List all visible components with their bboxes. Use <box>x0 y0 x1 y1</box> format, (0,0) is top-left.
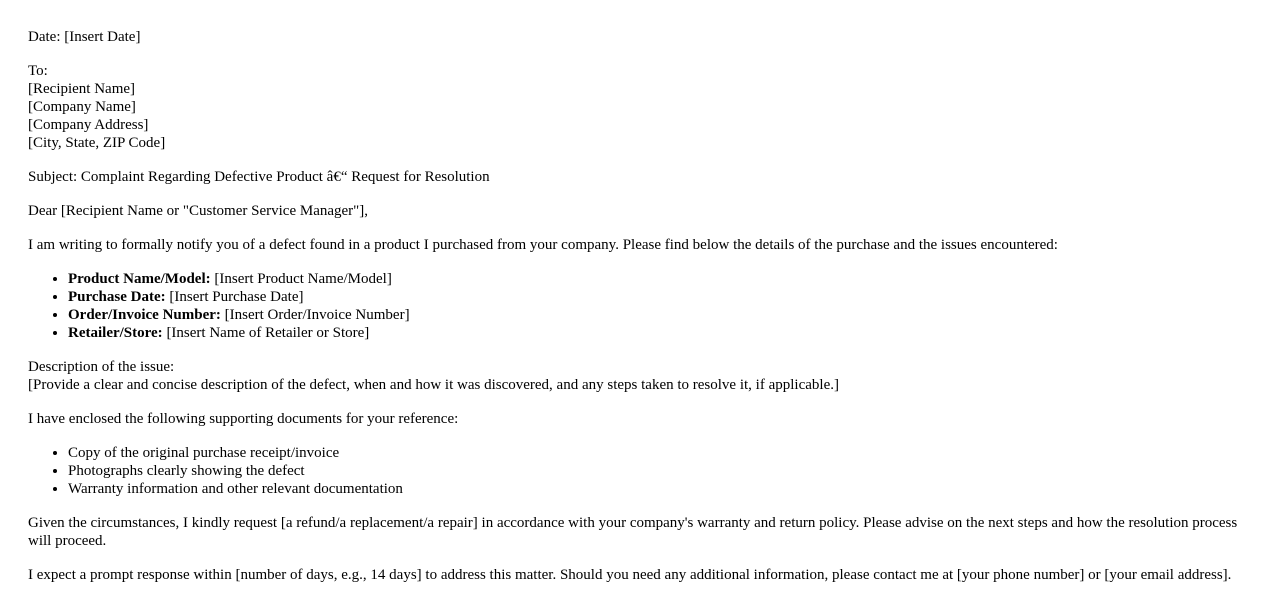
issue-label: Description of the issue: <box>28 359 175 375</box>
detail-label: Purchase Date: <box>68 289 166 305</box>
list-item <box>68 270 1248 288</box>
city-state-zip: [City, State, ZIP Code] <box>28 135 166 151</box>
supporting-documents-list <box>28 444 1248 498</box>
detail-label: Order/Invoice Number: <box>68 307 221 323</box>
list-item <box>68 306 1248 324</box>
company-name: [Company Name] <box>28 99 136 115</box>
detail-value: [Insert Purchase Date] <box>165 289 304 305</box>
intro-paragraph: I am writing to formally notify you of a defect found in a product I purchased from your company. Please find below the details of the purchase and the issues encountered: <box>28 237 1058 253</box>
salutation: Dear [Recipient Name or "Customer Service Manager"], <box>28 203 369 219</box>
list-item: • Photographs clearly showing the defect <box>68 462 1248 480</box>
detail-value: [Insert Name of Retailer or Store] <box>162 325 370 341</box>
list-item <box>68 324 1248 342</box>
documents-intro: I have enclosed the following supporting documents for your reference: <box>28 411 459 427</box>
list-item: • Warranty information and other relevant documentation <box>68 480 1248 498</box>
company-address: [Company Address] <box>28 117 149 133</box>
recipient-name: [Recipient Name] <box>28 81 136 97</box>
list-item: • Copy of the original purchase receipt/invoice <box>68 444 1248 462</box>
purchase-details-list <box>28 270 1248 342</box>
detail-value: [Insert Product Name/Model] <box>210 271 392 287</box>
issue-text: [Provide a clear and concise description of the defect, when and how it was discovered, and any steps taken to resolve it, if applicable.] <box>28 377 839 393</box>
request-paragraph: Given the circumstances, I kindly request [a refund/a replacement/a repair] in accordance with your company's warranty and return policy. Please advise on the next steps and how the resolution process will proceed. <box>28 515 1238 549</box>
subject-line: Subject: Complaint Regarding Defective Product â€“ Request for Resolution <box>28 169 490 185</box>
letter-document <box>28 28 1248 600</box>
issue-description <box>28 358 1248 394</box>
to-label: To: <box>28 63 48 79</box>
closing-paragraph: I expect a prompt response within [number of days, e.g., 14 days] to address this matter. Should you need any additional information, please contact me at [your phone number] or [your email address]. <box>28 567 1232 583</box>
recipient-block <box>28 62 1248 152</box>
detail-label: Product Name/Model: <box>68 271 211 287</box>
list-item <box>68 288 1248 306</box>
detail-value: [Insert Order/Invoice Number] <box>220 307 410 323</box>
date-line: Date: [Insert Date] <box>28 29 141 45</box>
detail-label: Retailer/Store: <box>68 325 163 341</box>
